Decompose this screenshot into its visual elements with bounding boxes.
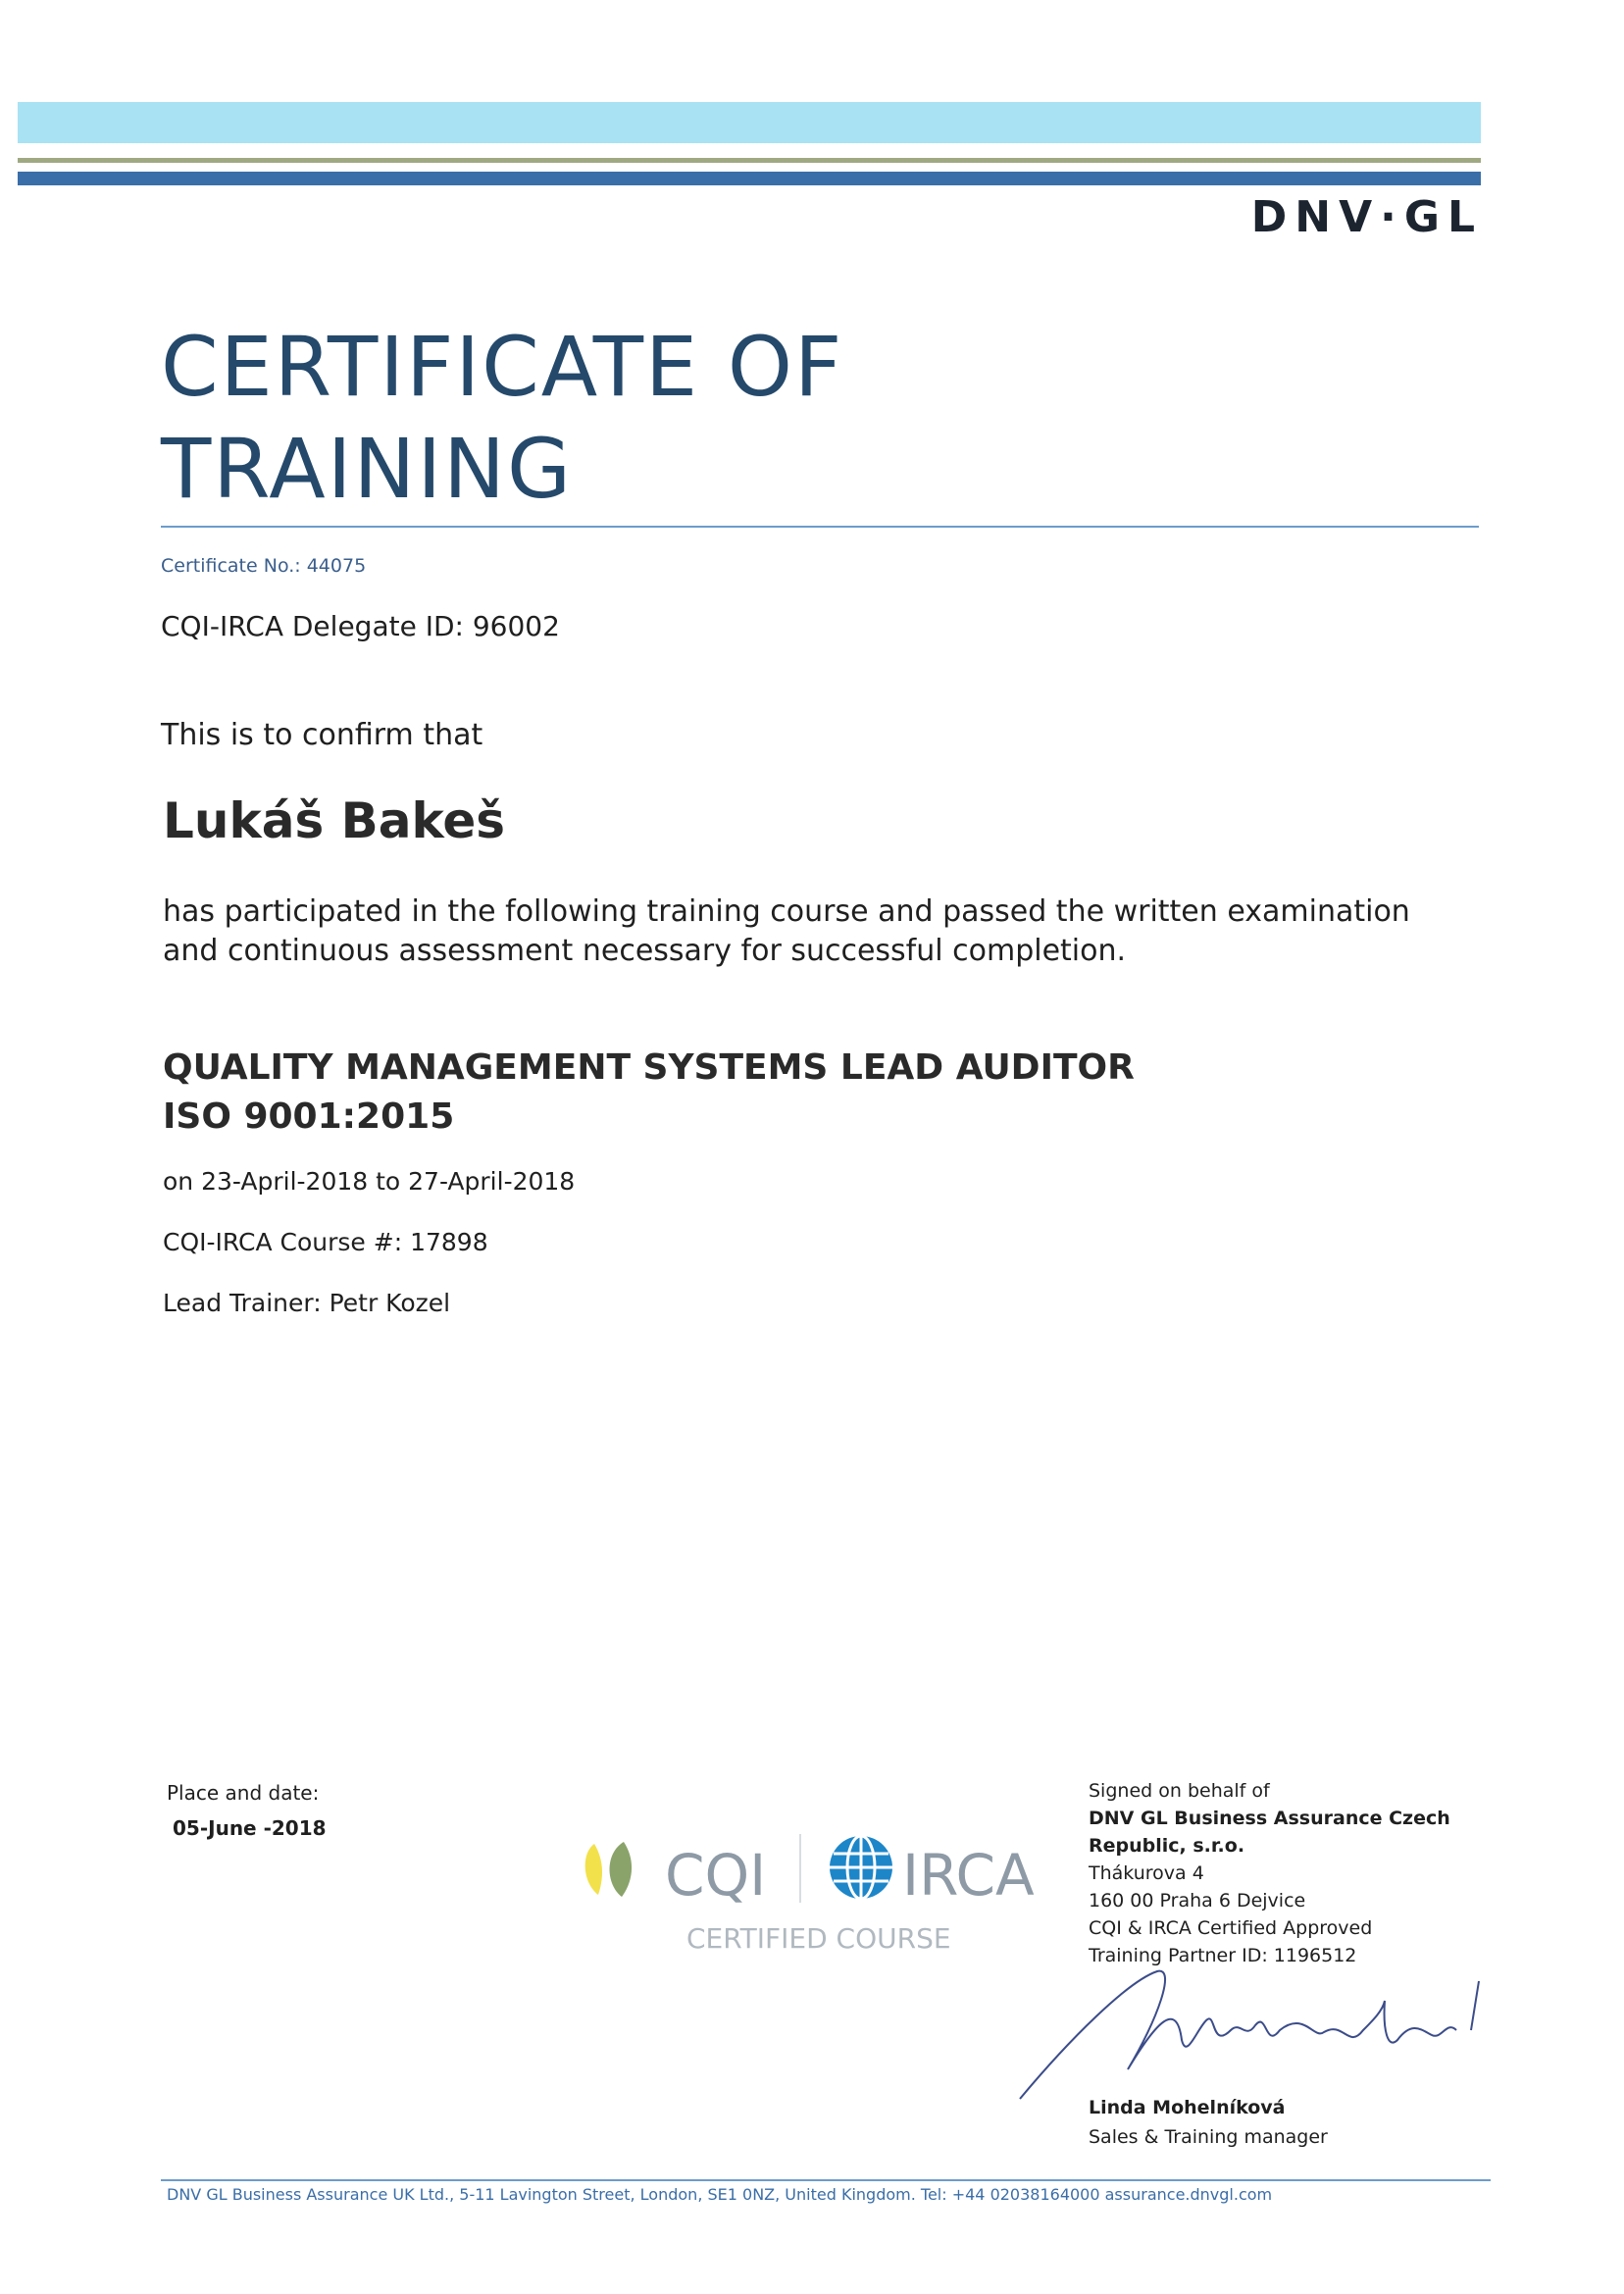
signer-name: Linda Mohelníková (1089, 2097, 1286, 2118)
delegate-id: CQI-IRCA Delegate ID: 96002 (161, 610, 560, 642)
signed-company-line-1: DNV GL Business Assurance Czech (1089, 1808, 1450, 1829)
certificate-number: Certificate No.: 44075 (161, 555, 367, 577)
signed-address-street: Thákurova 4 (1089, 1862, 1204, 1884)
course-dates: on 23-April-2018 to 27-April-2018 (163, 1167, 576, 1196)
handwritten-signature (1010, 1962, 1520, 2109)
signed-address-city: 160 00 Praha 6 Dejvice (1089, 1890, 1306, 1912)
lead-trainer: Lead Trainer: Petr Kozel (163, 1289, 451, 1317)
signer-role: Sales & Training manager (1089, 2126, 1328, 2148)
confirm-text: This is to confirm that (161, 718, 483, 752)
recipient-name: Lukáš Bakeš (163, 792, 506, 849)
footer-address: DNV GL Business Assurance UK Ltd., 5-11 Lavington Street, London, SE1 0NZ, United Kingdom. Tel: +44 02038164000 assurance.dnvgl.com (167, 2185, 1273, 2204)
title-line-1: CERTIFICATE OF (161, 319, 844, 415)
course-title-line-2: ISO 9001:2015 (163, 1096, 455, 1137)
cqi-irca-logo (577, 1824, 1047, 1962)
header-band-light (18, 102, 1481, 143)
certified-course-caption: CERTIFIED COURSE (686, 1922, 951, 1955)
statement-line-1: has participated in the following training course and passed the written examination (163, 894, 1410, 929)
signed-line-1: Signed on behalf of (1089, 1780, 1270, 1802)
signed-approved-line: CQI & IRCA Certified Approved (1089, 1917, 1373, 1939)
course-number: CQI-IRCA Course #: 17898 (163, 1228, 488, 1256)
course-title (163, 1044, 1477, 1142)
cqi-leaf-yellow-icon (585, 1844, 602, 1895)
globe-icon (830, 1836, 892, 1899)
cqi-text: CQI (665, 1842, 767, 1909)
signed-partner-id: Training Partner ID: 1196512 (1089, 1945, 1357, 1966)
course-title-line-1: QUALITY MANAGEMENT SYSTEMS LEAD AUDITOR (163, 1047, 1135, 1088)
dnv-gl-logo: DNV·GL (1250, 192, 1483, 242)
cqi-leaf-green-icon (610, 1842, 633, 1897)
certificate-title (161, 316, 843, 520)
title-line-2: TRAINING (161, 421, 574, 517)
footer-divider (161, 2179, 1491, 2181)
place-date-label: Place and date: (167, 1781, 320, 1805)
statement (163, 892, 1477, 971)
place-date-value: 05-June -2018 (173, 1816, 327, 1840)
title-divider (161, 526, 1479, 528)
statement-line-2: and continuous assessment necessary for successful completion. (163, 934, 1127, 968)
header-band-olive (18, 158, 1481, 163)
signed-company-line-2: Republic, s.r.o. (1089, 1835, 1245, 1857)
signed-on-behalf (1089, 1777, 1500, 1969)
header-band-blue (18, 172, 1481, 185)
irca-text: IRCA (902, 1842, 1035, 1909)
